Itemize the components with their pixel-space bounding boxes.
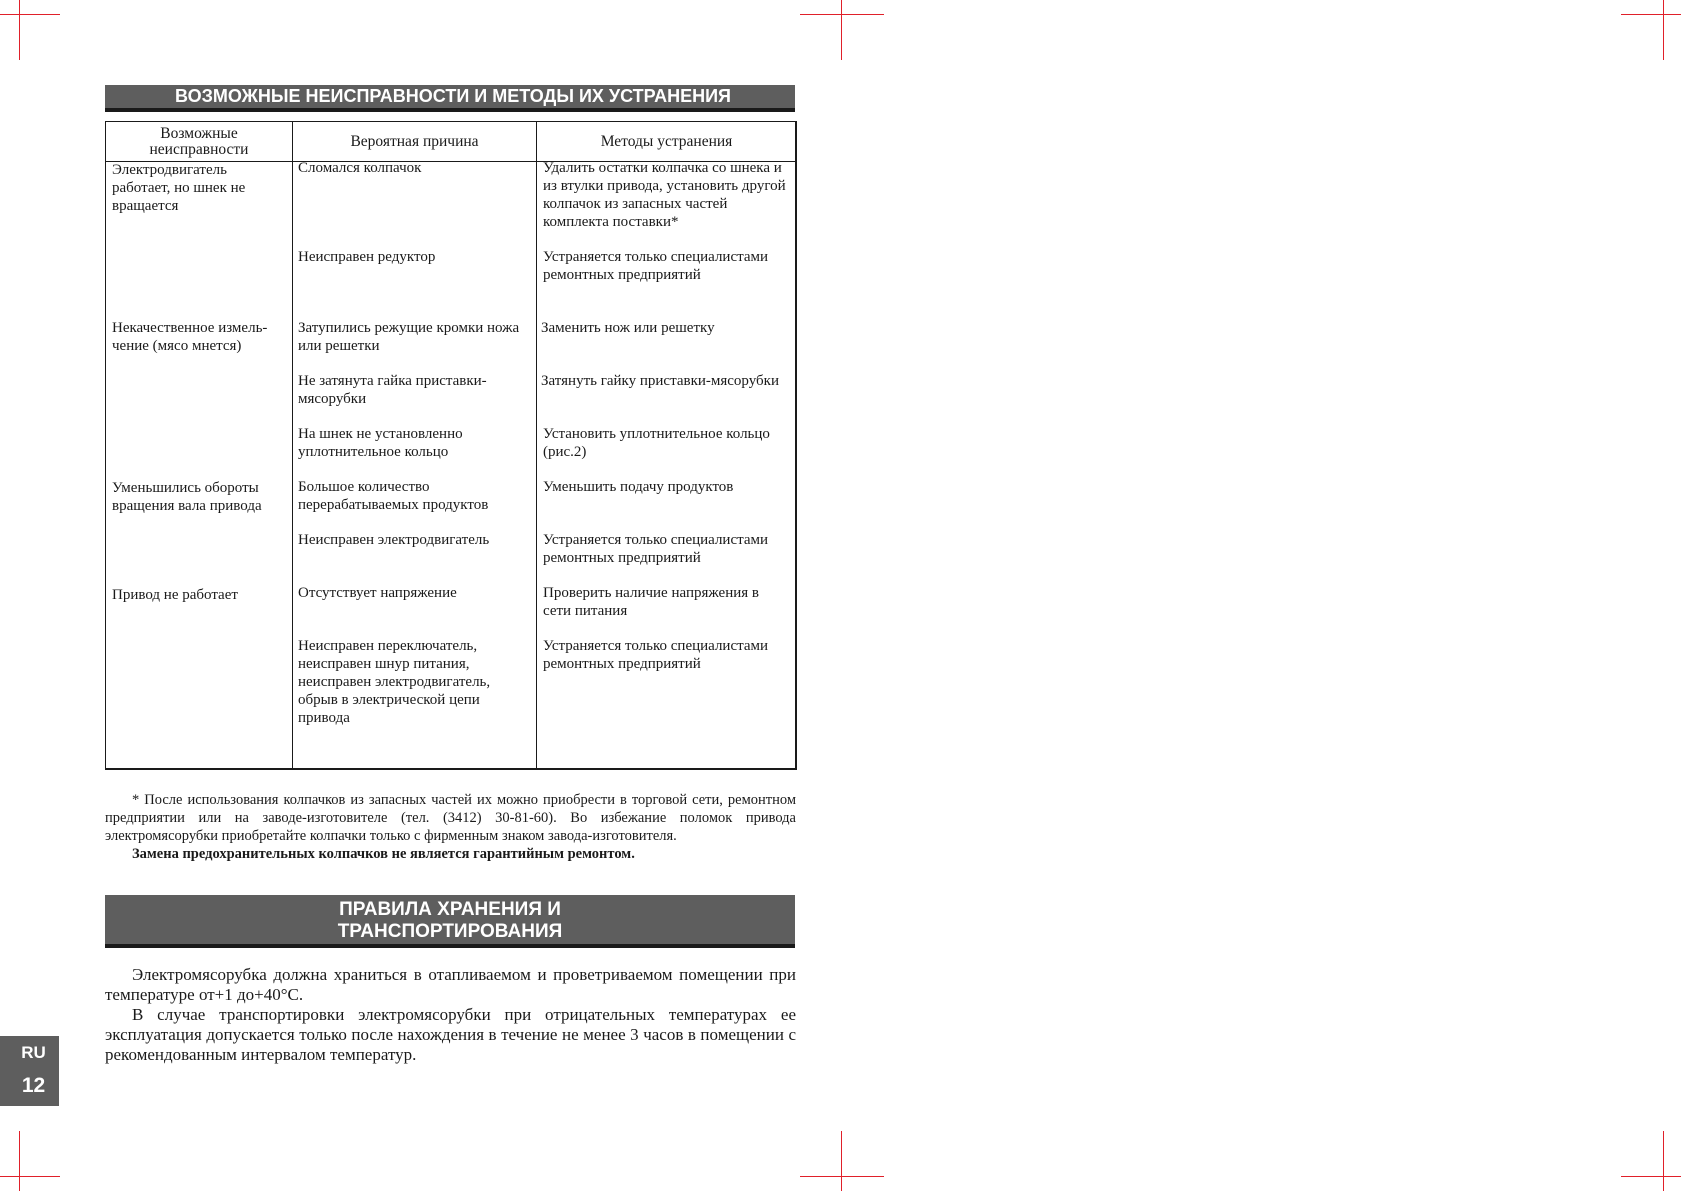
crop-mark <box>800 14 884 15</box>
cause-cell: Неисправен редуктор <box>298 249 436 265</box>
cause-cell: На шнек не установленно уплотнительное кольцо <box>298 426 463 460</box>
remedy-cell: Проверить наличие напряжения в сети питания <box>543 585 759 619</box>
crop-mark <box>1663 0 1664 60</box>
remedy-cell: Затянуть гайку приставки-мясорубки <box>541 373 779 389</box>
remedy-cell: Устраняется только специалистами ремонтных предприятий <box>543 638 769 672</box>
crop-mark <box>0 14 60 15</box>
crop-mark <box>800 1176 884 1177</box>
storage-title <box>105 895 795 948</box>
fault-cell: Уменьшились обороты вращения вала привода <box>112 480 262 514</box>
troubleshooting-table <box>105 121 797 770</box>
crop-mark <box>1621 14 1681 15</box>
storage-text <box>105 965 796 1065</box>
storage-title-line1: ПРАВИЛА ХРАНЕНИЯ И <box>339 899 561 920</box>
header-remedy: Методы устранения <box>600 132 733 150</box>
crop-mark <box>1621 1176 1681 1177</box>
cause-cell: Сломался колпачок <box>298 160 422 176</box>
cause-cell: Затупились режущие кромки ножа или решетки <box>298 320 520 354</box>
remedy-cell: Установить уплотнительное кольцо (рис.2) <box>543 426 770 460</box>
remedy-cell: Уменьшить подачу продуктов <box>543 479 734 495</box>
crop-mark <box>841 1131 842 1191</box>
column-divider <box>292 122 293 768</box>
cause-cell: Неисправен переключатель, неисправен шнур питания, неисправен электродвигатель, обрыв в электрической цепи привода <box>298 638 491 726</box>
cause-cell: Большое количество перерабатываемых продуктов <box>298 479 489 513</box>
footnote-warning: Замена предохранительных колпачков не является гарантийным ремонтом. <box>132 846 635 862</box>
fault-cell: Некачественное измель-чение (мясо мнется) <box>112 320 268 354</box>
troubleshooting-title: ВОЗМОЖНЫЕ НЕИСПРАВНОСТИ И МЕТОДЫ ИХ УСТРАНЕНИЯ <box>105 85 795 112</box>
crop-mark <box>0 1176 60 1177</box>
storage-title-line2: ТРАНСПОРТИРОВАНИЯ <box>337 921 563 942</box>
page-tab <box>0 1036 59 1106</box>
remedy-cell: Удалить остатки колпачка со шнека и из втулки привода, установить другой колпачок из запасных частей комплекта поставки* <box>543 160 786 230</box>
header-cause: Вероятная причина <box>350 132 479 150</box>
footnote <box>105 791 796 863</box>
cause-cell: Отсутствует напряжение <box>298 585 457 601</box>
storage-paragraph: Электромясорубка должна храниться в отапливаемом и проветриваемом помещении при температуре от+1 до+40°С. <box>105 965 796 1004</box>
storage-paragraph: В случае транспортировки электромясорубки при отрицательных температурах ее эксплуатация допускается только после нахождения в течение не менее 3 часов в помещении с рекомендованным интервалом температур. <box>105 1005 796 1064</box>
fault-cell: Привод не работает <box>112 587 238 603</box>
cause-cell: Не затянута гайка приставки-мясорубки <box>298 373 487 407</box>
crop-mark <box>1663 1131 1664 1191</box>
remedy-cell: Заменить нож или решетку <box>541 320 715 336</box>
remedy-cell: Устраняется только специалистами ремонтных предприятий <box>543 532 769 566</box>
fault-cell: Электродвигатель работает, но шнек не вращается <box>112 162 246 214</box>
cause-cell: Неисправен электродвигатель <box>298 532 490 548</box>
page-number: 12 <box>21 1074 46 1097</box>
language-label: RU <box>21 1043 46 1062</box>
crop-mark <box>19 1131 20 1191</box>
remedy-cell: Устраняется только специалистами ремонтных предприятий <box>543 249 769 283</box>
header-fault: Возможные неисправности <box>149 124 249 158</box>
crop-mark <box>19 0 20 60</box>
footnote-text: * После использования колпачков из запасных частей их можно приобрести в торговой сети, ремонтном предприятии или на заводе-изготовителе (тел. (3412) 30-81-60). Во избежание поломок привода электромясорубки приобретайте колпачки только с фирменным знаком завода-изготовителя. <box>105 792 796 844</box>
column-divider <box>536 122 537 768</box>
crop-mark <box>841 0 842 60</box>
